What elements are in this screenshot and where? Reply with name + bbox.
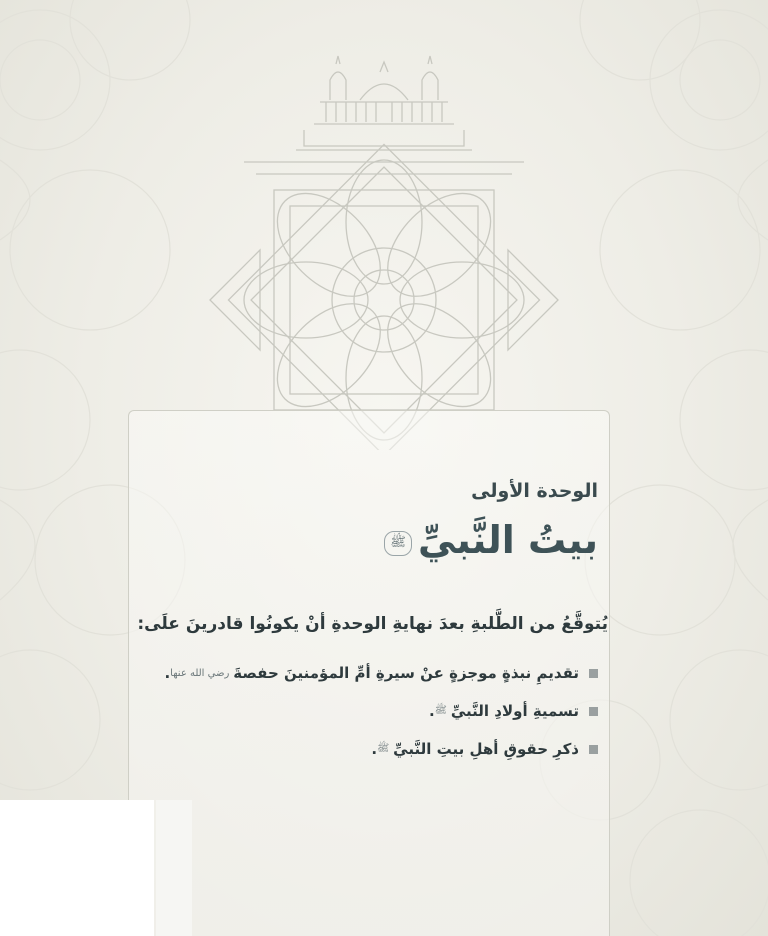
- objective-text: تسميةِ أولادِ النَّبيِّ: [450, 702, 579, 720]
- square-bullet-icon: [589, 707, 598, 716]
- objective-text: ذكرِ حقوقِ أهلِ بيتِ النَّبيِّ: [393, 740, 579, 758]
- honorific-seal: ﷺ: [377, 743, 390, 754]
- page-edge-strip: [156, 800, 192, 936]
- square-bullet-icon: [589, 745, 598, 754]
- square-bullet-icon: [589, 669, 598, 678]
- honorific-seal: ﷺ: [434, 705, 447, 716]
- honorific-seal: ﷺ: [384, 531, 412, 556]
- objective-item: [164, 730, 598, 768]
- unit-title: بيتُ النَّبيِّ: [418, 518, 598, 562]
- objectives-intro: يُتوقَّعُ من الطَّلبةِ بعدَ نهايةِ الوحدةِ أنْ يكونُوا قادرينَ علَى:: [137, 614, 608, 634]
- objective-item: [164, 654, 598, 692]
- objective-end: .: [429, 702, 435, 720]
- objective-item: [164, 692, 598, 730]
- objectives-list: [164, 654, 598, 768]
- objective-end: .: [371, 740, 378, 758]
- honorific-seal: رضي الله عنها: [170, 667, 230, 679]
- unit-label: الوحدة الأولى: [471, 480, 598, 502]
- objective-text: تقديمِ نبذةٍ موجزةٍ عنْ سيرةِ أمِّ المؤمنينَ حفصةَ: [233, 664, 579, 682]
- objective-end: .: [164, 664, 171, 682]
- mosque-rosette-emblem: [200, 50, 568, 450]
- unit-title-block: [384, 512, 598, 568]
- page-edge-panel: [0, 800, 154, 936]
